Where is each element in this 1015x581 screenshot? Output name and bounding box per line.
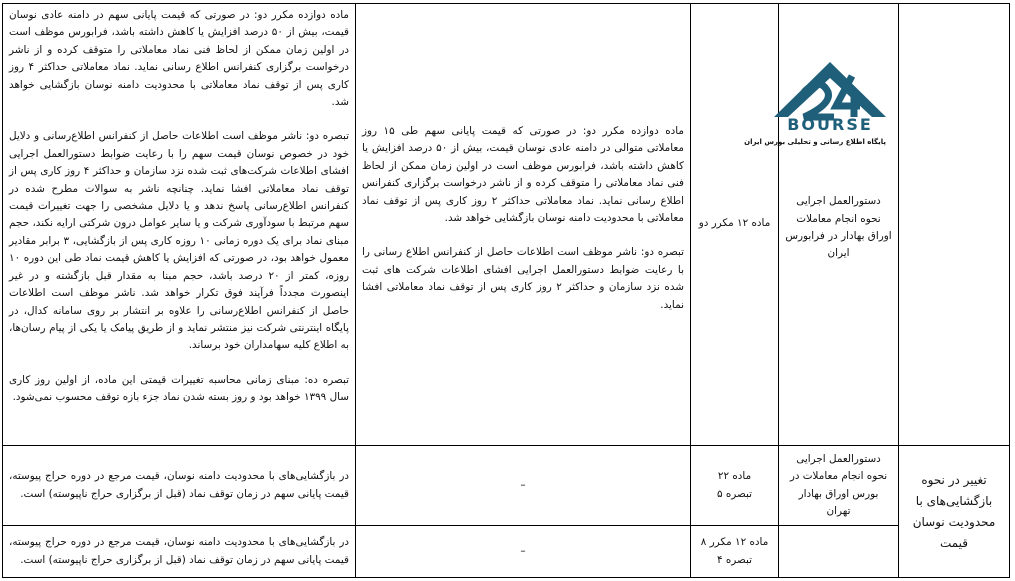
row2-new-text: در بازگشایی‌های با محدودیت دامنه نوسان، قیمت مرجع در دوره حراج پیوسته، قیمت پایانی سهم در زمان توقف نماد (قبل از برگزاری حراج ناپیوسته) است. (9, 470, 349, 500)
border (2, 577, 1010, 578)
row1-source: دستورالعمل اجرایی نحوه انجام معاملات اوراق بهادار در فرابورس ایران (785, 195, 892, 260)
row1-old-text: ماده دوازده مکرر دو: در صورتی که قیمت پایانی سهم طی ۱۵ روز معاملاتی متوالی در دامنه عادی نوسان قیمت، بیش از ۵۰ درصد افزایش یا کاهش داشته باشد، فرابورس موظف است در اولین زمان ممکن از لحاظ فنی نماد معاملاتی را متوقف کرده و از ناشر درخواست برگزاری کنفرانس اطلاع رسانی نماید. نماد معاملاتی حداکثر ۲ روز کاری پس از توقف نماد معاملاتی با محدودیت دامنه نوسان بازگشایی خواهد شد. تبصره دو: ناشر موظف است اطلاعات حاصل از کنفرانس اطلاع رسانی را با رعایت ضوابط دستورالعمل اجرایی افشای اطلاعات شرکت های ثبت شده نزد سازمان و حداکثر ۲ روز کاری پس از توقف نماد معاملاتی افشا نماید. (362, 125, 684, 311)
logo-wordmark: BOURSE (787, 115, 873, 132)
row1-new-text: ماده دوازده مکرر دو: در صورتی که قیمت پایانی سهم در دامنه عادی نوسان قیمت، بیش از ۵۰ درصد افزایش یا کاهش داشته باشد، فرابورس موظف است در اولین زمان ممکن از لحاظ فنی نماد معاملاتی را متوقف کرده و از ناشر درخواست برگزاری کنفرانس اطلاع رسانی نماید. نماد معاملاتی حداکثر ۴ روز کاری پس از توقف نماد معاملاتی با محدودیت دامنه نوسان بازگشایی خواهد شد. تبصره دو: ناشر موظف است اطلاعات حاصل از کنفرانس اطلاع‌رسانی و دلایل خود در خصوص نوسان قیمت سهم را با رعایت ضوابط دستورالعمل اجرایی افشای اطلاعات شرکت‌های ثبت شده نزد سازمان و حداکثر ۴ روز کاری پس از توقف نماد معاملاتی افشا نماید. چنانچه ناشر به سوالات مطرح شده در کنفرانس اطلاع‌رسانی پاسخ ندهد و یا دلایل مشخصی را جهت تغییرات قیمت سهم مرتبط با سودآوری شرکت و یا سایر عوامل درون شرکتی ارایه نکند، حجم مبنای نماد برای یک دوره زمانی ۱۰ روزه کاری پس از بازگشایی، ۳ برابر مقادیر معمول خواهد بود، در صورتی که افزایش یا کاهش قیمت نماد طی این دوره ۱۰ روزه، کمتر از ۲۰ درصد باشد، حجم مبنا به مقدار قبل بازگشته و در غیر اینصورت مجدداً فرآیند فوق تکرار خواهد شد. ناشر موظف است اطلاعات حاصل از کنفرانس اطلاع‌رسانی را علاوه بر انتشار بر روی سامانه کدال، در پایگاه اینترنتی شرکت نیز منتشر نماید و از طریق پیامک یا یکی از پیام رسان‌ها، به اطلاع کلیه سهامداران خود برساند. تبصره ده: مبنای زمانی محاسبه تغییرات قیمتی این ماده، از اولین روز کاری سال ۱۳۹۹ خواهد بود و روز بسته شدن نماد جزء بازه توقف محسوب نمی‌شود. (9, 9, 350, 404)
topic-cell: تغییر در نحوه بازگشایی‌های با محدودیت نوسان قیمت (912, 472, 996, 550)
row1-article: ماده ۱۲ مکرر دو (698, 217, 771, 230)
row2-old-text: – (520, 478, 526, 491)
bourse-logo (744, 62, 886, 152)
row2-article: ماده ۲۲ تبصره ۵ (716, 470, 753, 500)
border (1009, 3, 1010, 578)
logo-tagline: پایگاه اطلاع رسانی و تحلیلی بورس ایران (744, 138, 886, 146)
logo-mark-icon (774, 62, 886, 132)
row3-article: ماده ۱۲ مکرر ۸ تبصره ۴ (700, 536, 769, 566)
row3-old-text: – (520, 544, 526, 557)
border (2, 3, 1010, 4)
row3-new-text: در بازگشایی‌های با محدودیت دامنه نوسان، قیمت مرجع در دوره حراج پیوسته، قیمت پایانی سهم در زمان توقف نماد (قبل از برگزاری حراج ناپیوسته) است. (9, 536, 349, 566)
row2-source: دستورالعمل اجرایی نحوه انجام معاملات در بورس اوراق بهادار تهران (789, 452, 888, 517)
